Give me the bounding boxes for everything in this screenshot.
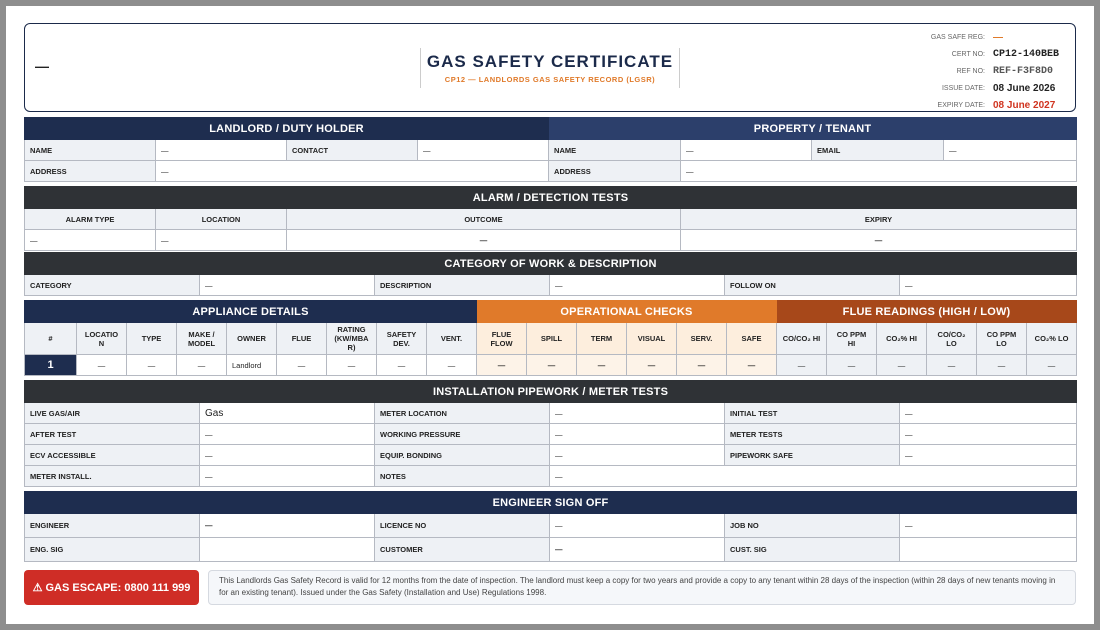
pipework-label-2-0: ECV ACCESSIBLE <box>25 445 200 466</box>
cert-no-label: CERT NO: <box>951 51 985 58</box>
appliance-cell-12[interactable]: — <box>627 355 677 376</box>
flue-readings-heading: FLUE READINGS (HIGH / LOW) <box>777 301 1077 323</box>
property-email-label: EMAIL <box>812 140 944 161</box>
appliance-header-15: CO/CO₂ HI <box>777 323 827 355</box>
landlord-name-label: NAME <box>25 140 156 161</box>
appliance-cell-9[interactable]: — <box>477 355 527 376</box>
pipework-row <box>25 466 1077 487</box>
certificate-header <box>24 23 1076 112</box>
appliance-header-9: FLUE FLOW <box>477 323 527 355</box>
signoff-label-0-4: JOB NO <box>725 514 900 538</box>
appliance-header-16: CO PPM HI <box>827 323 877 355</box>
property-address-field[interactable]: — <box>681 161 1077 182</box>
gas-safe-value: — <box>993 32 1003 43</box>
header-title-block <box>420 48 680 88</box>
alarm-location-field[interactable]: — <box>156 230 287 251</box>
appliance-header-12: VISUAL <box>627 323 677 355</box>
appliance-header-3: MAKE / MODEL <box>177 323 227 355</box>
appliance-cell-8[interactable]: — <box>427 355 477 376</box>
pipework-section <box>24 380 1076 487</box>
pipework-field-1-3[interactable]: — <box>550 424 725 445</box>
signoff-field-1-3[interactable]: — <box>550 538 725 562</box>
appliance-cell-1[interactable]: — <box>77 355 127 376</box>
property-name-label: NAME <box>549 140 681 161</box>
signoff-section <box>24 491 1076 562</box>
description-field[interactable]: — <box>550 275 725 296</box>
pipework-row <box>25 424 1077 445</box>
description-label: DESCRIPTION <box>375 275 550 296</box>
appliance-header-2: TYPE <box>127 323 177 355</box>
appliance-header-6: RATING (KW/MBA R) <box>327 323 377 355</box>
appliance-number: 1 <box>25 355 77 376</box>
property-heading: PROPERTY / TENANT <box>549 118 1077 140</box>
appliance-header-7: SAFETY DEV. <box>377 323 427 355</box>
signoff-label-1-0: ENG. SIG <box>25 538 200 562</box>
landlord-property-section <box>24 117 1076 182</box>
pipework-field-2-3[interactable]: — <box>550 445 725 466</box>
pipework-field-1-1[interactable]: — <box>200 424 375 445</box>
appliance-cell-2[interactable]: — <box>127 355 177 376</box>
appliance-header-11: TERM <box>577 323 627 355</box>
appliance-header-20: CO₂% LO <box>1027 323 1077 355</box>
appliance-cell-17[interactable]: — <box>877 355 927 376</box>
expiry-date-label: EXPIRY DATE: <box>937 102 985 109</box>
certificate-meta <box>825 29 1065 114</box>
pipework-label-3-0: METER INSTALL. <box>25 466 200 487</box>
pipework-field-3-3[interactable]: — <box>550 466 1077 487</box>
appliance-cell-6[interactable]: — <box>327 355 377 376</box>
pipework-label-0-4: INITIAL TEST <box>725 403 900 424</box>
pipework-label-1-2: WORKING PRESSURE <box>375 424 550 445</box>
certificate-subtitle: CP12 — LANDLORDS GAS SAFETY RECORD (LGSR) <box>444 75 656 84</box>
category-field[interactable]: — <box>200 275 375 296</box>
cert-no-value: CP12-140BEB <box>993 49 1060 60</box>
pipework-row <box>25 403 1077 424</box>
appliance-header-5: FLUE <box>277 323 327 355</box>
appliance-header-4: OWNER <box>227 323 277 355</box>
appliance-cell-13[interactable]: — <box>677 355 727 376</box>
pipework-label-1-4: METER TESTS <box>725 424 900 445</box>
pipework-label-0-2: METER LOCATION <box>375 403 550 424</box>
alarm-header-outcome: OUTCOME <box>287 209 681 230</box>
pipework-field-2-5[interactable]: — <box>900 445 1077 466</box>
follow-on-field[interactable]: — <box>900 275 1077 296</box>
pipework-label-0-0: LIVE GAS/AIR <box>25 403 200 424</box>
alarm-type-field[interactable]: — <box>25 230 156 251</box>
pipework-field-0-3[interactable]: — <box>550 403 725 424</box>
appliance-cell-20[interactable]: — <box>1027 355 1077 376</box>
signoff-label-0-2: LICENCE NO <box>375 514 550 538</box>
landlord-address-label: ADDRESS <box>25 161 156 182</box>
appliance-cell-10[interactable]: — <box>527 355 577 376</box>
appliance-cell-11[interactable]: — <box>577 355 627 376</box>
landlord-name-field[interactable]: — <box>156 140 287 161</box>
pipework-field-0-5[interactable]: — <box>900 403 1077 424</box>
issue-date-value: 08 June 2026 <box>993 83 1056 94</box>
signoff-field-0-5[interactable]: — <box>900 514 1077 538</box>
appliance-header-0: # <box>25 323 77 355</box>
appliance-cell-5[interactable]: — <box>277 355 327 376</box>
landlord-contact-label: CONTACT <box>287 140 418 161</box>
appliance-header-13: SERV. <box>677 323 727 355</box>
property-email-field[interactable]: — <box>944 140 1077 161</box>
alarm-expiry-field[interactable]: — <box>681 230 1077 251</box>
signoff-label-1-4: CUST. SIG <box>725 538 900 562</box>
alarm-header-expiry: EXPIRY <box>681 209 1077 230</box>
landlord-address-field[interactable]: — <box>156 161 549 182</box>
appliance-cell-15[interactable]: — <box>777 355 827 376</box>
appliance-header-19: CO PPM LO <box>977 323 1027 355</box>
certificate-sheet <box>6 6 1094 624</box>
pipework-row <box>25 445 1077 466</box>
signoff-row <box>25 514 1077 538</box>
pipework-field-1-5[interactable]: — <box>900 424 1077 445</box>
alarm-header-type: ALARM TYPE <box>25 209 156 230</box>
appliance-header-1: LOCATIO N <box>77 323 127 355</box>
landlord-contact-field[interactable]: — <box>418 140 549 161</box>
appliance-cell-18[interactable]: — <box>927 355 977 376</box>
gas-safe-label: GAS SAFE REG: <box>930 34 985 41</box>
property-name-field[interactable]: — <box>681 140 812 161</box>
appliance-section <box>24 300 1076 376</box>
appliance-header-10: SPILL <box>527 323 577 355</box>
signoff-field-0-3[interactable]: — <box>550 514 725 538</box>
signoff-label-0-0: ENGINEER <box>25 514 200 538</box>
ref-no-value: REF-F3F8D0 <box>993 66 1054 77</box>
appliance-cell-14[interactable]: — <box>727 355 777 376</box>
signoff-heading: ENGINEER SIGN OFF <box>25 492 1077 514</box>
property-address-label: ADDRESS <box>549 161 681 182</box>
appliance-header-17: CO₂% HI <box>877 323 927 355</box>
appliance-header-18: CO/CO₂ LO <box>927 323 977 355</box>
appliance-header-8: VENT. <box>427 323 477 355</box>
issue-date-label: ISSUE DATE: <box>941 85 985 92</box>
alarm-header-location: LOCATION <box>156 209 287 230</box>
certificate-title: GAS SAFETY CERTIFICATE <box>426 52 674 71</box>
pipework-field-3-1[interactable]: — <box>200 466 375 487</box>
operational-checks-heading: OPERATIONAL CHECKS <box>477 301 777 323</box>
appliance-cell-4[interactable]: Landlord <box>227 355 277 376</box>
header-left-value: — <box>35 58 49 74</box>
ref-no-label: REF NO: <box>956 68 985 75</box>
pipework-label-2-2: EQUIP. BONDING <box>375 445 550 466</box>
alarm-section <box>24 186 1076 251</box>
appliance-header-14: SAFE <box>727 323 777 355</box>
signoff-field-1-5[interactable] <box>900 538 1077 562</box>
pipework-heading: INSTALLATION PIPEWORK / METER TESTS <box>25 381 1077 403</box>
alarm-outcome-field[interactable]: — <box>287 230 681 251</box>
legal-notice: This Landlords Gas Safety Record is valid for 12 months from the date of inspection. The landlord must keep a copy for two years and provide a copy to any tenant within 28 days of the inspection (within 28 days of new tenants moving in for an existing tenant). Issued under the Gas Safety (Installation and Use) Regulations 1998. <box>208 570 1076 605</box>
pipework-field-2-1[interactable]: — <box>200 445 375 466</box>
pipework-label-3-2: NOTES <box>375 466 550 487</box>
gas-escape-banner: ⚠ GAS ESCAPE: 0800 111 999 <box>24 570 199 605</box>
follow-on-label: FOLLOW ON <box>725 275 900 296</box>
appliance-cell-3[interactable]: — <box>177 355 227 376</box>
signoff-field-0-1[interactable]: — <box>200 514 375 538</box>
pipework-field-0-1[interactable]: Gas <box>200 403 375 424</box>
signoff-row <box>25 538 1077 562</box>
category-heading: CATEGORY OF WORK & DESCRIPTION <box>25 253 1077 275</box>
category-label: CATEGORY <box>25 275 200 296</box>
expiry-date-value: 08 June 2027 <box>993 100 1056 111</box>
signoff-field-1-1[interactable] <box>200 538 375 562</box>
landlord-heading: LANDLORD / DUTY HOLDER <box>25 118 549 140</box>
appliance-cell-16[interactable]: — <box>827 355 877 376</box>
signoff-label-1-2: CUSTOMER <box>375 538 550 562</box>
appliance-details-heading: APPLIANCE DETAILS <box>25 301 477 323</box>
pipework-label-2-4: PIPEWORK SAFE <box>725 445 900 466</box>
pipework-label-1-0: AFTER TEST <box>25 424 200 445</box>
appliance-cell-7[interactable]: — <box>377 355 427 376</box>
category-section <box>24 252 1076 296</box>
alarm-heading: ALARM / DETECTION TESTS <box>25 187 1077 209</box>
appliance-cell-19[interactable]: — <box>977 355 1027 376</box>
